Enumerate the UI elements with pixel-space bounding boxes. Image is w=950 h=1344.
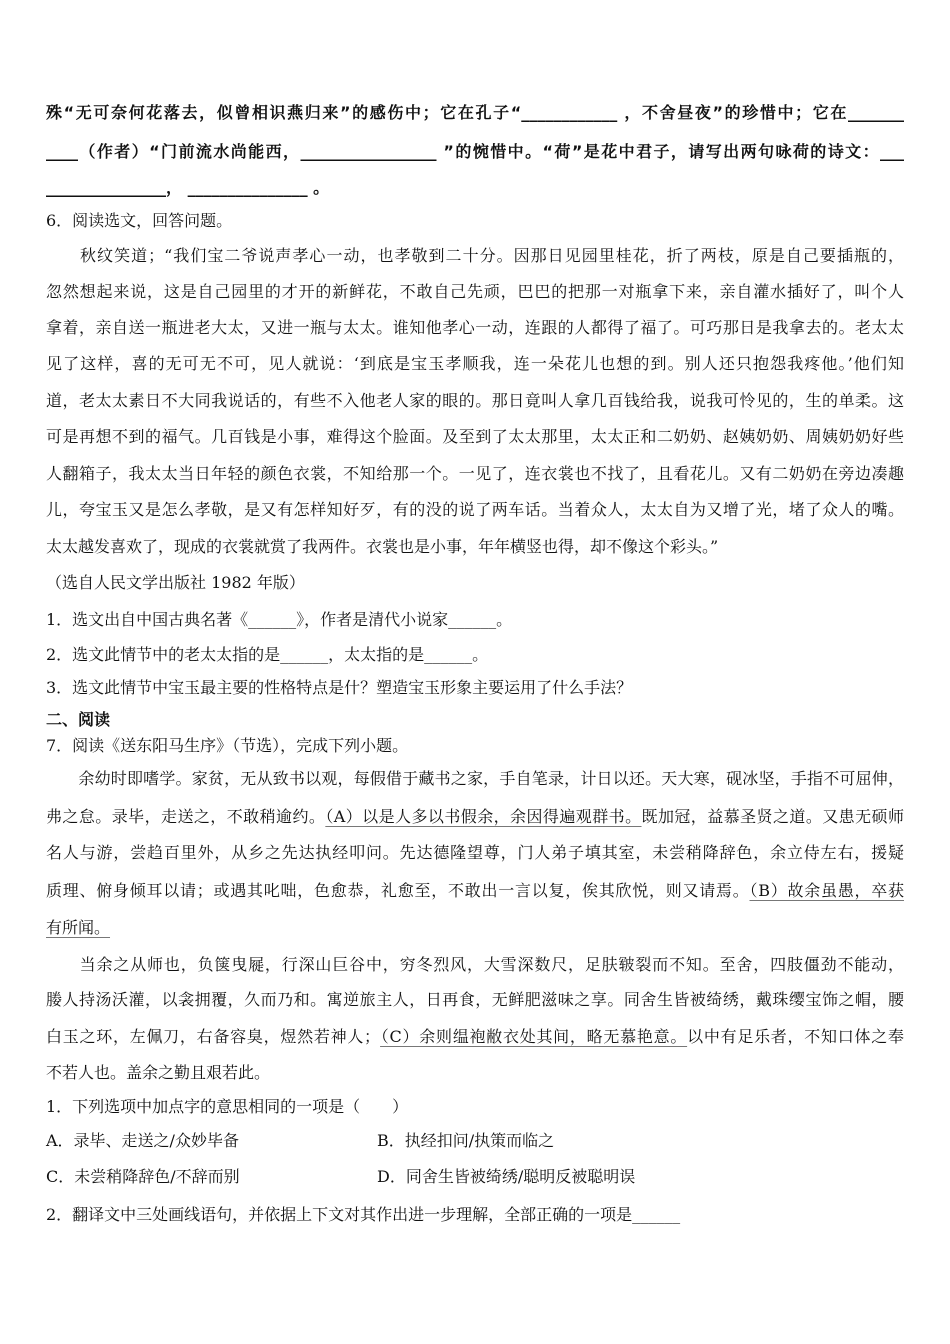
text-segment: 质理、俯身倾耳以请；或遇其叱咄，色愈恭，礼愈至，不敢出一言以复，俟其欣悦，则又请焉。: [46, 881, 750, 900]
underlined-sentence: （C）余则缊袍敝衣处其间，略无慕艳意。: [380, 1027, 688, 1046]
text-segment: 不若人也。盖余之勤且艰若此。: [46, 1063, 271, 1082]
question-item: 1．下列选项中加点字的意思相同的一项是（ ）: [46, 1097, 409, 1116]
passage-line: [46, 806, 904, 828]
passage-line: [46, 1026, 904, 1048]
passage-line: [46, 768, 904, 790]
passage-line: [46, 954, 904, 976]
passage-line: 拿着，亲自送一瓶进老大太，又进一瓶与太太。谁知他孝心一动，连跟的人都得了福了。可巧那日是我拿去的。老太太: [46, 318, 904, 337]
underlined-sentence: 有所闻。: [46, 918, 111, 937]
question-item: 2．翻译文中三处画线语句，并依据上下文对其作出进一步理解，全部正确的一项是______: [46, 1205, 681, 1224]
text-segment: 名人与游，尝趋百里外，从乡之先达执经叩问。先达德隆望尊，门人弟子填其室，未尝稍降辞色，余立侍左右，援疑: [46, 843, 904, 862]
passage-line: 见了这样，喜的无可无不可，见人就说：‘到底是宝玉孝顺我，连一朵花儿也想的到。别人还只抱怨我疼他。’他们知: [46, 354, 904, 373]
source-note: （选自人民文学出版社 1982 年版）: [46, 573, 305, 592]
passage-line: 太太越发喜欢了，现成的衣裳就赏了我两件。衣裳也是小事，年年横竖也得，却不像这个彩头。”: [46, 537, 719, 556]
passage-line: [46, 917, 904, 939]
question-item: 1．选文出自中国古典名著《______》，作者是清代小说家______。: [46, 610, 513, 629]
passage-line: [46, 1062, 904, 1084]
fill-in-line: 殊“无可奈何花落去，似曾相识燕归来”的感伤中；它在孔子“____________ ，不舍昼夜”的珍惜中；它在_______: [46, 103, 904, 122]
passage-line: 可是再想不到的福气。几百钱是小事，难得这个脸面。及至到了太太那里，太太正和二奶奶、赵姨奶奶、周姨奶奶好些: [46, 427, 904, 446]
text-segment: 既加冠，益慕圣贤之道。又患无硕师: [641, 807, 904, 826]
passage-line: [46, 989, 904, 1011]
answer-option: C．未尝稍降辞色/不辞而别: [46, 1167, 240, 1186]
text-segment: 以中有足乐者，不知口体之奉: [687, 1027, 904, 1046]
text-segment: 弗之怠。录毕，走送之，不敢稍逾约。: [46, 807, 326, 826]
answer-option: D．同舍生皆被绮绣/聪明反被聪明误: [377, 1167, 636, 1186]
answer-option: A．录毕、走送之/众妙毕备: [46, 1131, 239, 1150]
passage-line: 秋纹笑道；“我们宝二爷说声孝心一动，也孝敬到二十分。因那日见园里桂花，折了两枝，原是自己要插瓶的，: [46, 246, 904, 265]
text-segment: 媵人持汤沃灌，以衾拥覆，久而乃和。寓逆旅主人，日再食，无鲜肥滋味之享。同舍生皆被绮绣，戴珠缨宝饰之帽，腰: [46, 990, 904, 1009]
section-heading: 二、阅读: [46, 710, 111, 729]
passage-line: 人翻箱子，我太太当日年轻的颜色衣裳，不知给那一个。一见了，连衣裳也不找了，且看花儿。又有二奶奶在旁边凑趣: [46, 464, 904, 483]
text-segment: 白玉之环，左佩刀，右备容臭，煜然若神人；: [46, 1027, 381, 1046]
question-6-title: 6．阅读选文，回答问题。: [46, 211, 233, 230]
underlined-sentence: （A）以是人多以书假余，余因得遍观群书。: [325, 807, 642, 826]
question-item: 3．选文此情节中宝玉最主要的性格特点是什？塑造宝玉形象主要运用了什么手法？: [46, 678, 633, 697]
fill-in-line: ____（作者）“门前流水尚能西，_________________ ”的惋惜中。“荷”是花中君子，请写出两句咏荷的诗文：___: [46, 142, 904, 161]
fill-in-line: _______________， _______________ 。: [46, 178, 330, 197]
passage-line: 儿，夸宝玉又是怎么孝敬，是又有怎样知好歹，有的没的说了两车话。当着众人，太太自为又增了光，堵了众人的嘴。: [46, 500, 904, 519]
passage-line: 忽然想起来说，这是自己园里的才开的新鲜花，不敢自己先顽，巴巴的把那一对瓶拿下来，亲自灌水插好了，叫个人: [46, 282, 904, 301]
passage-line: 道，老太太素日不大同我说话的，有些不入他老人家的眼的。那日竟叫人拿几百钱给我，说我可怜见的，生的单柔。这: [46, 391, 904, 410]
underlined-sentence: （B）故余虽愚，卒获: [749, 881, 904, 900]
passage-line: [46, 880, 904, 902]
text-segment: 当余之从师也，负箧曳屣，行深山巨谷中，穷冬烈风，大雪深数尺，足肤皲裂而不知。至舍，四肢僵劲不能动，: [46, 955, 904, 974]
text-segment: 余幼时即嗜学。家贫，无从致书以观，每假借于藏书之家，手自笔录，计日以还。天大寒，砚冰坚，手指不可屈伸，: [46, 769, 904, 788]
question-7-title: 7．阅读《送东阳马生序》（节选），完成下列小题。: [46, 736, 409, 755]
question-item: 2．选文此情节中的老太太指的是______，太太指的是______。: [46, 645, 489, 664]
passage-line: [46, 842, 904, 864]
answer-option: B．执经扣问/执策而临之: [377, 1131, 555, 1150]
